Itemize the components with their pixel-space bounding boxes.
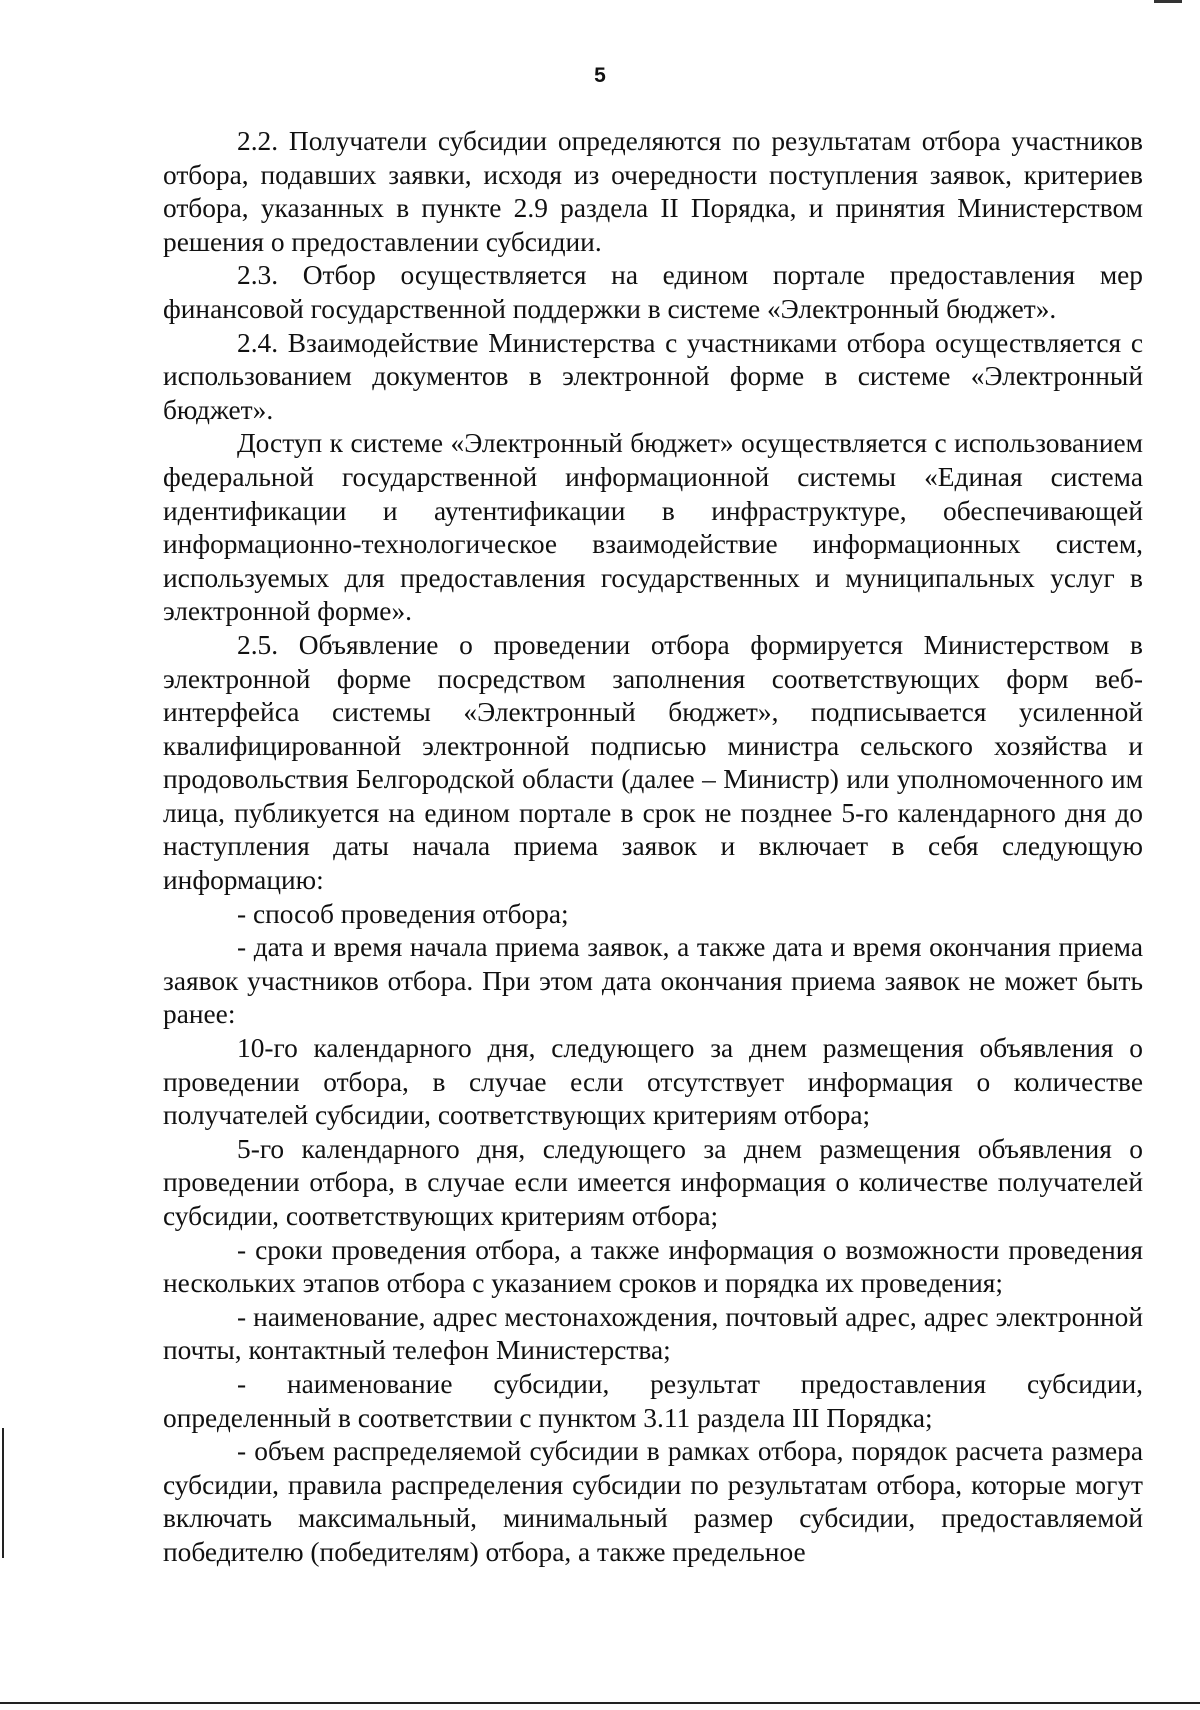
document-body: [163, 125, 1143, 1570]
list-item-terms: - сроки проведения отбора, а также информация о возможности проведения нескольких этапов отбора с указанием сроков и порядка их проведения;: [163, 1234, 1143, 1299]
paragraph-5th-day: 5-го календарного дня, следующего за днем размещения объявления о проведении отбора, в случае если имеется информация о количестве получателей субсидии, соответствующих критериям отбора;: [163, 1133, 1143, 1231]
list-item-method: - способ проведения отбора;: [237, 898, 569, 929]
paragraph-2-2: 2.2. Получатели субсидии определяются по результатам отбора участников отбора, подавших заявки, исходя из очередности поступления заявок, критериев отбора, указанных в пункте 2.9 раздела II Порядка, и принятия Министерством решения о предоставлении субсидии.: [163, 126, 1143, 257]
list-item-volume: - объем распределяемой субсидии в рамках отбора, порядок расчета размера субсидии, правила распределения субсидии по результатам отбора, которые могут включать максимальный, минимальный размер субсидии, предоставляемой победителю (победителям) отбора, а также предельное: [163, 1436, 1143, 1567]
scan-edge-bottom: [0, 1702, 1200, 1704]
page-number: 5: [594, 64, 606, 87]
paragraph-access: Доступ к системе «Электронный бюджет» осуществляется с использованием федеральной государственной информационной системы «Единая система идентификации и аутентификации в инфраструктуре, обеспечивающей информационно-технологическое взаимодействие информационных систем, используемых для предоставления государственных и муниципальных услуг в электронной форме».: [163, 428, 1143, 627]
paragraph-2-3: 2.3. Отбор осуществляется на едином портале предоставления мер финансовой государственной поддержки в системе «Электронный бюджет».: [163, 260, 1143, 324]
paragraph-10th-day: 10-го календарного дня, следующего за днем размещения объявления о проведении отбора, в случае если отсутствует информация о количестве получателей субсидии, соответствующих критериям отбора;: [163, 1033, 1143, 1131]
list-item-contacts: - наименование, адрес местонахождения, почтовый адрес, адрес электронной почты, контактный телефон Министерства;: [163, 1301, 1143, 1366]
scan-edge-mark: [1154, 0, 1182, 3]
list-item-dates: - дата и время начала приема заявок, а также дата и время окончания приема заявок участников отбора. При этом дата окончания приема заявок не может быть ранее:: [163, 932, 1143, 1030]
paragraph-2-4: 2.4. Взаимодействие Министерства с участниками отбора осуществляется с использованием документов в электронной форме в системе «Электронный бюджет».: [163, 327, 1143, 425]
list-item-subsidy-name: - наименование субсидии, результат предоставления субсидии, определенный в соответствии с пунктом 3.11 раздела III Порядка;: [163, 1368, 1143, 1433]
paragraph-2-5: 2.5. Объявление о проведении отбора формируется Министерством в электронной форме посредством заполнения соответствующих форм веб-интерфейса системы «Электронный бюджет», подписывается усиленной квалифицированной электронной подписью министра сельского хозяйства и продовольствия Белгородской области (далее – Министр) или уполномоченного им лица, публикуется на едином портале в срок не позднее 5-го календарного дня до наступления даты начала приема заявок и включает в себя следующую информацию:: [163, 629, 1143, 896]
scan-edge-left: [2, 1428, 4, 1558]
